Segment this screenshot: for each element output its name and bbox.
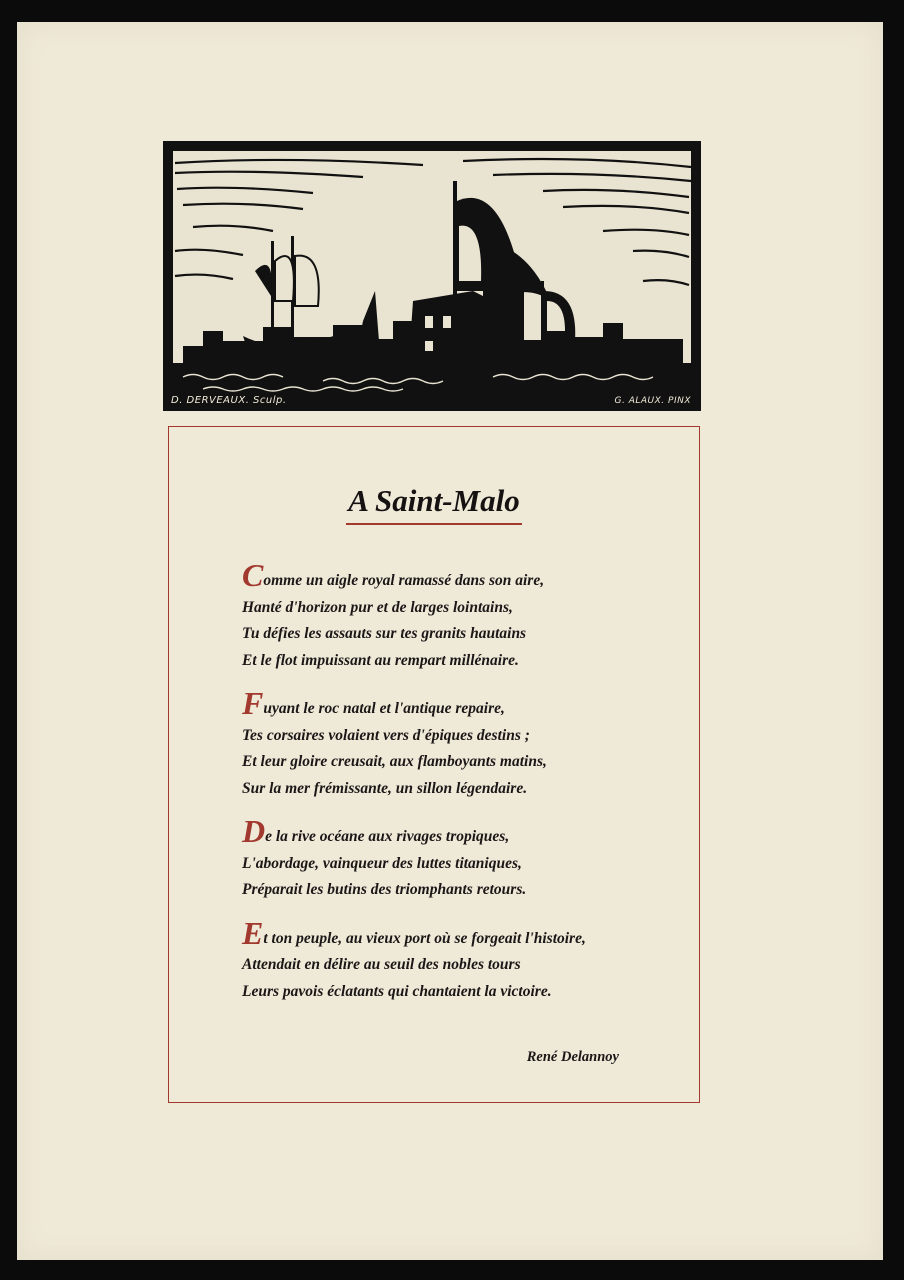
woodcut-illustration xyxy=(163,141,701,411)
poem-line: Sur la mer frémissante, un sillon légendaire. xyxy=(242,779,528,797)
stanza-4 xyxy=(242,914,682,1006)
poem-line: Attendait en délire au seuil des nobles tours xyxy=(242,956,521,973)
poem-line: L'abordage, vainqueur des luttes titaniques, xyxy=(242,854,522,872)
artist-signature: G. ALAUX. PINX xyxy=(614,396,691,406)
poem-line: Tu défies les assauts sur tes granits hautains xyxy=(242,625,527,642)
drop-initial: C xyxy=(242,557,264,593)
poem-line xyxy=(242,557,682,595)
paper-sheet xyxy=(17,22,883,1260)
poem-line: Hanté d'horizon pur et de larges lointains, xyxy=(242,598,513,616)
poem-line: Et le flot impuissant au rempart millénaire. xyxy=(242,651,519,669)
poem-line xyxy=(242,685,682,723)
poem-title xyxy=(169,483,699,525)
poem-frame xyxy=(168,426,700,1103)
poem-line xyxy=(242,813,682,851)
drop-initial: D xyxy=(242,813,266,849)
poem-line: Leurs pavois éclatants qui chantaient la victoire. xyxy=(242,982,552,1000)
poem-author: René Delannoy xyxy=(526,1049,619,1065)
line-text: uyant le roc natal et l'antique repaire, xyxy=(263,700,505,717)
poem-line: Tes corsaires volaient vers d'épiques destins ; xyxy=(242,726,530,744)
ships-woodcut-image xyxy=(163,141,701,411)
stanza-1 xyxy=(242,557,682,674)
line-text: t ton peuple, au vieux port où se forgeait l'histoire, xyxy=(263,929,586,947)
poem-title-text: A Saint-Malo xyxy=(346,483,521,525)
drop-initial: E xyxy=(242,914,264,951)
poem-line: Et leur gloire creusait, aux flamboyants matins, xyxy=(242,753,547,770)
line-text: omme un aigle royal ramassé dans son aire, xyxy=(263,572,545,589)
poem-line: Préparait les butins des triomphants retours. xyxy=(242,881,527,898)
stanza-2 xyxy=(242,685,682,802)
line-text: e la rive océane aux rivages tropiques, xyxy=(265,828,510,845)
engraver-signature: D. DERVEAUX. Sculp. xyxy=(171,395,287,406)
poem-line xyxy=(242,914,682,953)
stanza-3 xyxy=(242,813,682,904)
poem-body xyxy=(242,557,682,1027)
drop-initial: F xyxy=(242,685,264,721)
